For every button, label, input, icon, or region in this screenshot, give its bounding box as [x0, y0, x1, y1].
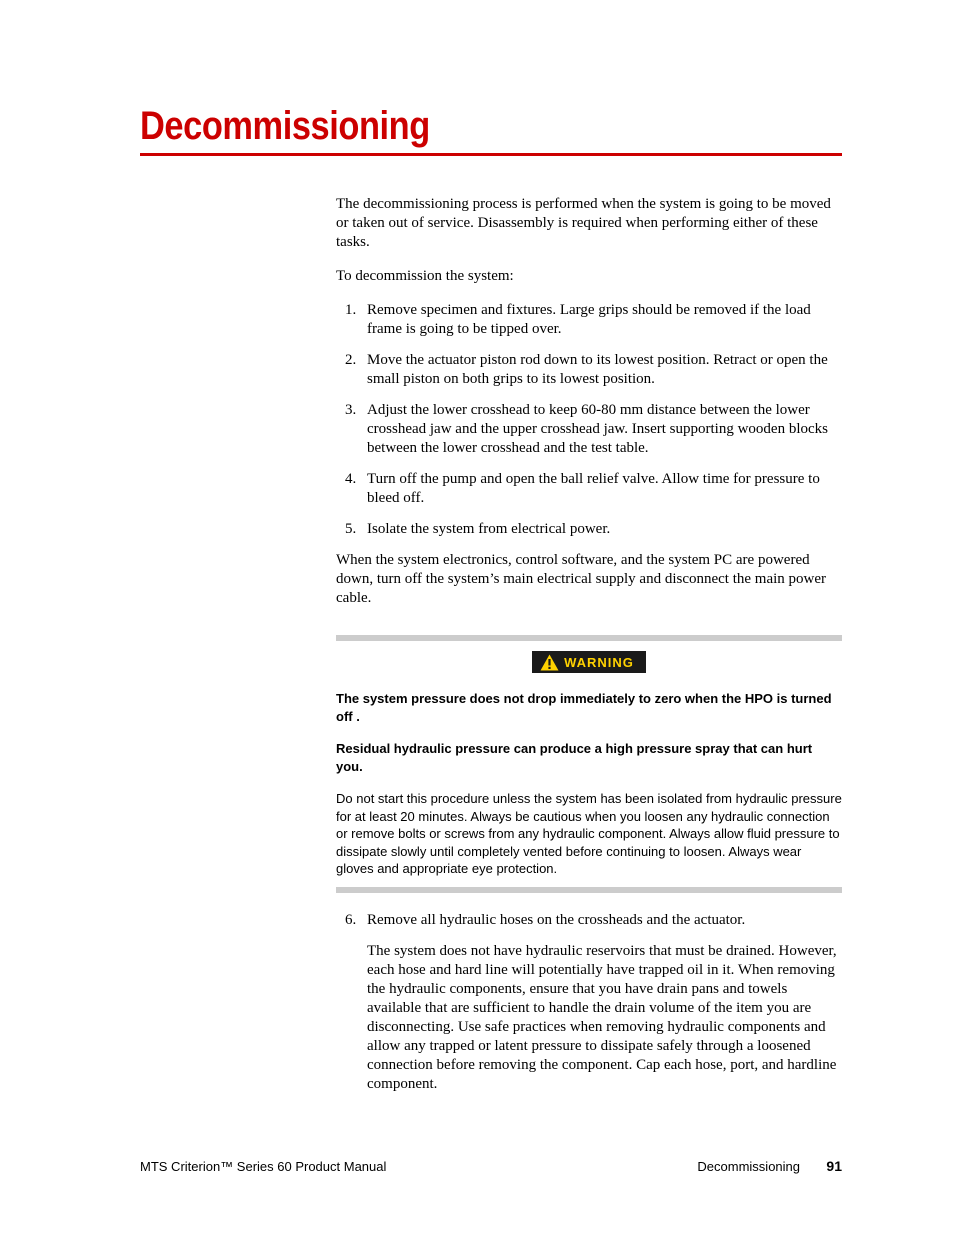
title-rule	[140, 153, 842, 156]
footer-manual-title: MTS Criterion™ Series 60 Product Manual	[140, 1159, 387, 1174]
step-item	[336, 520, 842, 539]
step-number: 2.	[345, 352, 357, 368]
step-text: Remove specimen and fixtures. Large grips should be removed if the load frame is going to be tipped over.	[367, 302, 811, 337]
footer-page-number: 91	[826, 1158, 842, 1174]
warning-badge-row	[336, 651, 842, 675]
warning-body: Do not start this procedure unless the system has been isolated from hydraulic pressure for at least 20 minutes. Always be cautious when you loosen any hydraulic connection or remove bolts or screws from any hydraulic component. Always allow fluid pressure to dissipate slowly until completely vented before continuing to loosen. Always wear gloves and appropriate eye protection.	[336, 791, 842, 876]
step-list	[336, 301, 842, 539]
warning-top-bar	[336, 635, 842, 641]
lead-in: To decommission the system:	[336, 268, 514, 284]
step-text: Turn off the pump and open the ball relief valve. Allow time for pressure to bleed off.	[367, 471, 820, 506]
warning-label: WARNING	[564, 654, 634, 670]
step-text: Move the actuator piston rod down to its lowest position. Retract or open the small piston on both grips to its lowest position.	[367, 352, 828, 387]
warning-statement-1: The system pressure does not drop immediately to zero when the HPO is turned off .	[336, 691, 832, 724]
warning-statement-2: Residual hydraulic pressure can produce a high pressure spray that can hurt you.	[336, 741, 813, 774]
power-note: When the system electronics, control software, and the system PC are powered down, turn off the system’s main electrical supply and disconnect the main power cable.	[336, 552, 827, 606]
step-text: Isolate the system from electrical power.	[367, 521, 611, 537]
step-6-section	[336, 911, 842, 1094]
content	[336, 195, 842, 1094]
warning-badge	[532, 651, 646, 673]
step-6-detail: The system does not have hydraulic reservoirs that must be drained. However, each hose and hard line will potentially have trapped oil in it. When removing the hydraulic components, ensure that you have drain pans and towels available that are sufficient to handle the drain volume of the item you are disconnecting. Use safe practices when removing hydraulic components and allow any trapped or latent pressure to dissipate safely through a loosened connection before removing the component. Cap each hose, port, and hardline component.	[367, 942, 837, 1092]
warning-triangle-icon	[540, 654, 559, 671]
step-item	[336, 401, 842, 458]
step-number: 6.	[345, 911, 357, 928]
step-item	[336, 351, 842, 389]
intro-paragraph: The decommissioning process is performed when the system is going to be moved or taken out of service. Disassembly is required when performing either of these tasks.	[336, 196, 831, 250]
warning-box	[336, 635, 842, 893]
step-item	[336, 911, 842, 930]
step-text: Adjust the lower crosshead to keep 60-80 mm distance between the lower crosshead jaw and the upper crosshead jaw. Insert supporting wooden blocks between the lower crosshead and the test table.	[367, 402, 828, 456]
step-item	[336, 470, 842, 508]
step-number: 3.	[345, 402, 357, 418]
step-number: 5.	[345, 521, 357, 537]
step-item	[336, 301, 842, 339]
warning-bottom-bar	[336, 887, 842, 893]
page-footer	[140, 1159, 842, 1179]
step-text: Remove all hydraulic hoses on the crossheads and the actuator.	[367, 911, 746, 928]
footer-section-name: Decommissioning	[697, 1159, 800, 1174]
page-title: Decommissioning	[140, 104, 430, 148]
step-number: 1.	[345, 302, 357, 318]
step-number: 4.	[345, 471, 357, 487]
